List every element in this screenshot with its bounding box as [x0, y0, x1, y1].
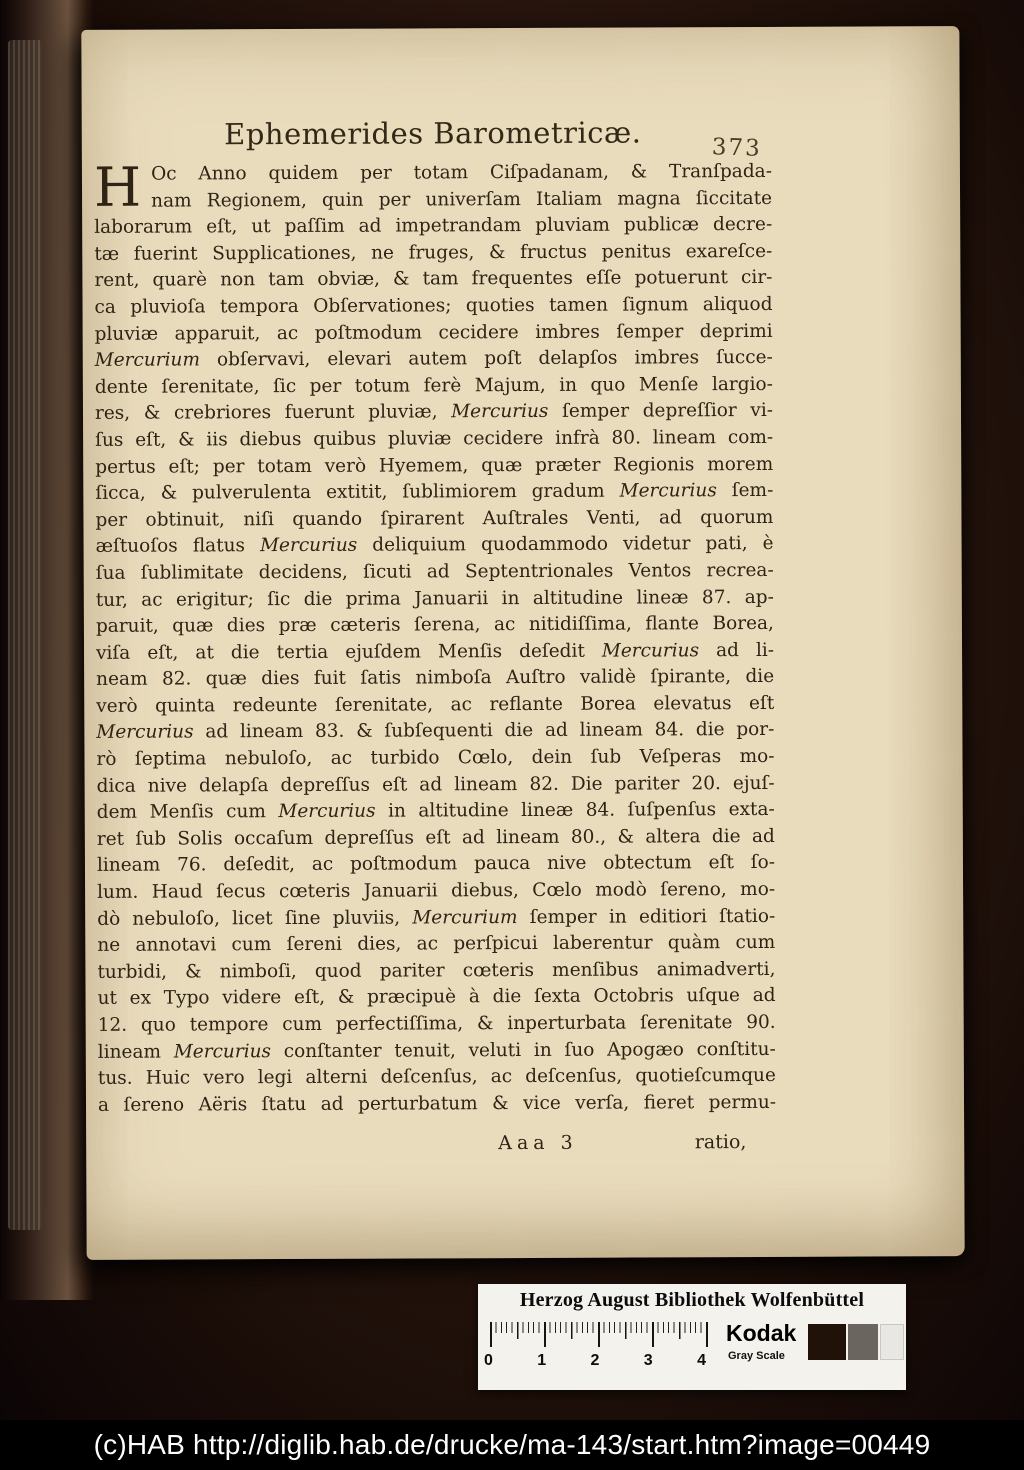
text-line: neam 82. quæ dies fuit ſatis nimboſa Auſtro validè ſpirante, die	[96, 666, 775, 691]
text-line: nam Regionem, quin per univerſam Italiam magna ſiccitate	[151, 187, 773, 212]
ruler-tick-marks-cm	[490, 1322, 708, 1347]
caption-text: (c)HAB http://diglib.hab.de/drucke/ma-143/start.htm?image=00449	[93, 1429, 931, 1460]
text-line: ret ſub Solis occaſum depreſſus eſt ad lineam 80., & altera die ad	[96, 825, 775, 850]
caption-bar	[0, 1420, 1024, 1470]
text-line: verò quinta redeunte ſerenitate, ac reflante Borea elevatus eſt	[96, 692, 775, 717]
book-page	[81, 26, 964, 1260]
text-line: pertus eſt; per totam verò Hyemem, quæ præter Regionis morem	[95, 453, 774, 478]
text-line: rent, quarè non tam obviæ, & tam frequentes eſſe potuerunt cir-	[94, 267, 773, 292]
gray-scale-label: Gray Scale	[728, 1350, 785, 1362]
ruler-number: 3	[643, 1352, 653, 1369]
text-line: dica nive delapſa depreſſus eſt ad lineam 82. Die pariter 20. ejuſ-	[96, 772, 775, 797]
text-line: laborarum eſt, ut paſſim ad impetrandam pluviam publicæ decre-	[94, 214, 773, 239]
text-line: Mercurius ad lineam 83. & ſubſequenti die ad lineam 84. die por-	[96, 719, 775, 744]
text-line: a ſereno Aëris ſtatu ad perturbatum & vice verſa, fieret permu-	[97, 1091, 777, 1116]
ruler	[490, 1322, 708, 1347]
text-line: per obtinuit, niſi quando ſpirarent Auſtrales Venti, ad quorum	[95, 506, 774, 531]
text-line: turbidi, & nimboſi, quod pariter cœteris menſibus animadverti,	[97, 958, 776, 983]
text-line: paruit, quæ dies præ cæteris ſerena, ac nitidiſſima, flante Borea,	[95, 612, 774, 637]
signature-mark: Aaa 3	[498, 1131, 578, 1155]
text-line: æſtuoſos flatus Mercurius deliquium quodammodo videtur pati, è	[95, 533, 774, 558]
text-line: res, & crebriores fuerunt pluviæ, Mercurius ſemper depreſſior vi-	[94, 400, 774, 425]
text-line: dente ſerenitate, ſic per totum ferè Majum, in quo Menſe largio-	[94, 373, 773, 398]
catchword: ratio,	[694, 1131, 747, 1154]
text-line: ſicca, & pulverulenta extitit, ſublimiorem gradum Mercurius ſem-	[95, 480, 774, 504]
text-line: Oc Anno quidem per totam Ciſpadanam, & Tranſpada-	[150, 160, 772, 185]
gray-patch-light	[880, 1324, 904, 1360]
gray-patch-dark	[808, 1324, 846, 1360]
text-line: rò ſeptima nebuloſo, ac turbido Cœlo, dein ſub Veſperas mo-	[96, 745, 775, 770]
text-line: lineam Mercurius conſtanter tenuit, veluti in ſuo Apogæo conſtitu-	[97, 1038, 776, 1063]
ruler-number: 2	[590, 1352, 600, 1369]
text-line: tus. Huic vero legi alterni deſcenſus, ac deſcenſus, quotieſcumque	[97, 1065, 776, 1090]
text-line: 12. quo tempore cum perfectiſſima, & inperturbata ſerenitate 90.	[97, 1011, 776, 1036]
ruler-number: 0	[484, 1352, 493, 1369]
body-text	[93, 155, 777, 1119]
ruler-numbers	[484, 1352, 706, 1370]
text-line: ca pluvioſa tempora Obſervationes; quoties tamen ſignum aliquod	[94, 293, 773, 318]
page-edges	[8, 40, 42, 1230]
book-edge	[0, 0, 94, 1300]
body-lines	[93, 155, 777, 1119]
text-line: tur, ac erigitur; ſic die prima Januarii in altitudine lineæ 87. ap-	[95, 586, 774, 611]
text-line: tæ fuerint Supplicationes, ne fruges, & fructus penitus exareſce-	[94, 240, 773, 265]
ruler-number: 4	[697, 1352, 706, 1369]
page-number: 373	[711, 134, 763, 162]
text-line: dò nebuloſo, licet ſine pluviis, Mercurium ſemper in editiori ſtatio-	[97, 905, 776, 930]
text-line: ſua ſublimitate decidens, ſicuti ad Septentrionales Ventos recrea-	[95, 559, 774, 584]
kodak-brand: Kodak	[726, 1320, 797, 1346]
text-line: ſus eſt, & iis diebus quibus pluviæ cecidere infrà 80. lineam com-	[95, 426, 774, 451]
text-line: viſa eſt, at die tertia ejuſdem Menſis deſedit Mercurius ad li-	[95, 639, 775, 664]
ruler-number: 1	[537, 1352, 547, 1369]
library-name: Herzog August Bibliothek Wolfenbüttel	[519, 1289, 865, 1311]
gray-patch-mid	[848, 1324, 878, 1360]
text-line: ne annotavi cum ſereni dies, ac perſpicui laberentur quàm cum	[97, 932, 776, 957]
page-title: Ephemerides Barometricæ.	[224, 115, 642, 152]
text-line: lineam 76. deſedit, ac poſtmodum pauca nive obtectum eſt ſo-	[96, 852, 776, 877]
text-line: ut ex Typo videre eſt, & præcipuè à die ſexta Octobris uſque ad	[97, 985, 776, 1010]
text-line: lum. Haud ſecus cœteris Januarii diebus, Cœlo modò ſereno, mo-	[97, 878, 776, 903]
text-line: pluviæ apparuit, ac poſtmodum cecidere imbres ſemper deprimi	[94, 320, 773, 345]
drop-cap: H	[93, 155, 142, 219]
signature-row	[98, 1131, 776, 1164]
kodak-gray-scale-label	[478, 1284, 906, 1390]
text-line: dem Menſis cum Mercurius in altitudine lineæ 84. ſuſpenſus exta-	[96, 799, 775, 824]
text-line: Mercurium obſervavi, elevari autem poſt delapſos imbres ſucce-	[94, 347, 773, 372]
